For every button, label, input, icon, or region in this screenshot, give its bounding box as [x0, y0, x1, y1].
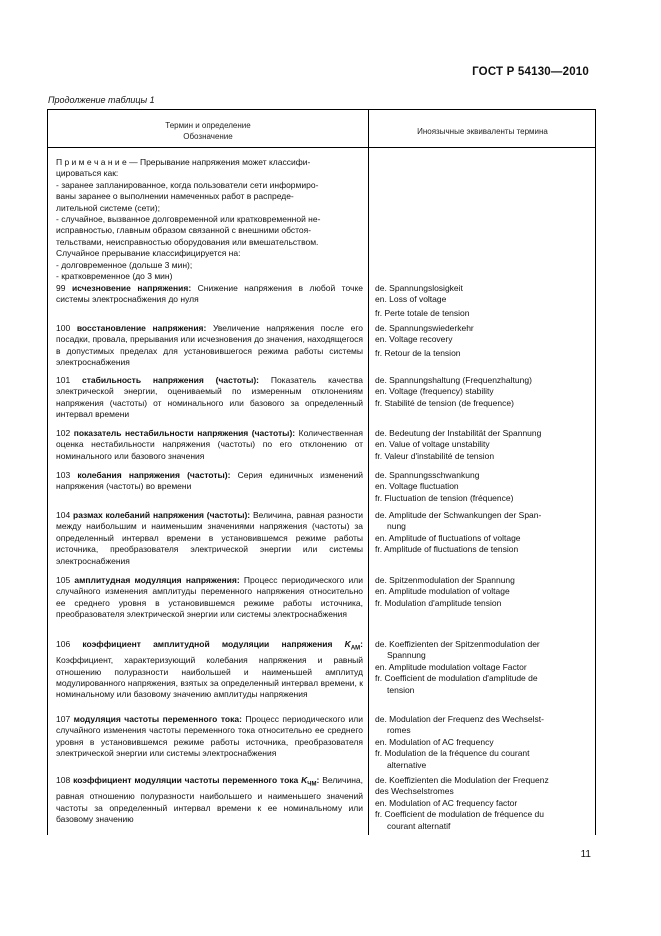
term-name: показатель нестабильности напряжения (частоты): [73, 428, 296, 438]
equivalents-102 [375, 428, 590, 462]
equivalent-line: fr. Modulation d'amplitude tension [375, 597, 502, 608]
note-line: - долговременное (дольше 3 мин); [56, 259, 193, 270]
term-name: амплитудная модуляция напряжения: [74, 575, 240, 585]
term-number: 104 [56, 510, 71, 520]
term-number: 102 [56, 428, 71, 438]
header-separator [48, 147, 595, 148]
note-line: - кратковременное (до 3 мин) [56, 271, 173, 282]
equivalent-line: fr. Modulation de la fréquence du courant [375, 748, 530, 759]
term-name: коэффициент модуляции частоты переменного тока [73, 775, 299, 785]
col1-header [48, 120, 368, 142]
term-number: 106 [56, 639, 71, 649]
term-entry-102 [56, 428, 363, 462]
equivalents-108 [375, 775, 590, 832]
term-name: восстановление напряжения: [76, 323, 207, 333]
term-symbol-subscript: ЧМ [307, 781, 317, 788]
term-entry-104 [56, 510, 363, 567]
term-definition: Увеличение напряжения после его посадки, провала, прерывания или исчезновения до значения, находящегося в допустимых пределах для установившегося режима работы системы электроснабжения [56, 323, 363, 368]
equivalent-line: de. Spannungshaltung (Frequenzhaltung) [375, 375, 532, 385]
equivalent-line: en. Modulation of AC frequency [375, 736, 494, 747]
equivalent-line: en. Amplitude modulation of voltage [375, 586, 510, 597]
term-name: колебания напряжения (частоты): [77, 470, 231, 480]
term-number: 107 [56, 714, 71, 724]
equivalent-line: Spannung [387, 650, 426, 661]
equivalent-line: fr. Fluctuation de tension (fréquence) [375, 492, 514, 503]
equivalents-99 [375, 283, 590, 319]
col1-header-line2: Обозначение [183, 132, 233, 141]
equivalent-line: de. Modulation der Frequenz des Wechselst- [375, 714, 544, 724]
equivalent-line: de. Amplitude der Schwankungen der Span- [375, 510, 542, 520]
term-entry-105 [56, 575, 363, 621]
equivalent-line: en. Modulation of AC frequency factor [375, 797, 518, 808]
standard-number: ГОСТ Р 54130—2010 [472, 66, 589, 78]
page-number: 11 [580, 849, 591, 860]
term-name: стабильность напряжения (частоты): [82, 375, 260, 385]
col1-header-line1: Термин и определение [165, 121, 251, 130]
equivalents-105 [375, 575, 590, 609]
term-symbol: K [301, 775, 308, 785]
note-line: тельствами, неисправностью оборудования или вмешательством. [56, 236, 319, 247]
term-definition: Процесс периодического или случайного изменения частоты переменного тока относительно ее среднего уровня в установившемся режиме работы источника, преобразователя электрической энергии или системы электроснабжения [56, 714, 363, 759]
equivalents-106 [375, 639, 590, 696]
note-line: цироваться как: [56, 168, 119, 179]
note-line: ваны заранее о выполнении намеченных работ в распреде- [56, 191, 294, 202]
term-definition: Коэффициент, характеризующий колебания напряжения и равный отношению полуразности наибольшей и наименьшей амплитуд модулированного напряжения, взятых за определенный интервал времени, к номинальному или базовому значению амплитуды напряжения [56, 655, 363, 700]
equivalent-line: en. Voltage (frequency) stability [375, 386, 494, 397]
equivalent-line: de. Koeffizienten die Modulation der Frequenz [375, 775, 549, 785]
equivalents-101 [375, 375, 590, 409]
note-line: Случайное прерывание классифицируется на: [56, 248, 241, 259]
equivalent-line: en. Loss of voltage [375, 294, 447, 305]
equivalents-100 [375, 323, 590, 359]
equivalent-line: nung [387, 521, 406, 532]
equivalent-line: courant alternatif [387, 820, 451, 831]
equivalent-line: en. Voltage recovery [375, 334, 453, 345]
equivalents-104 [375, 510, 590, 556]
term-definition: Показатель качества электрической энергии, оцениваемый по измеренным отклонениям напряжения (частоты) от номинального или базового за определенный интервал времени [56, 375, 363, 420]
term-definition: Величина, равная разности между наибольшим и наименьшим значениями напряжения (частоты) за определенный интервал времени в установившемся режиме работы источника, преобразователя электрической энергии или системы электроснабжения [56, 510, 363, 566]
term-entry-99 [56, 283, 363, 306]
note-line: - заранее запланированное, когда пользователи сети информиро- [56, 179, 319, 190]
term-number: 101 [56, 375, 71, 385]
equivalent-line: romes [387, 725, 411, 736]
term-number: 108 [56, 775, 71, 785]
term-definition: Снижение напряжения в любой точке системы электроснабжения до нуля [56, 283, 363, 305]
equivalents-107 [375, 714, 590, 771]
equivalent-line: en. Voltage fluctuation [375, 481, 459, 492]
equivalent-line: fr. Perte totale de tension [375, 307, 470, 318]
term-symbol: K [344, 639, 351, 649]
note-block [56, 157, 363, 282]
term-name: исчезновение напряжения: [71, 283, 192, 293]
note-line: лительной системе (сети); [56, 202, 160, 213]
column-divider [368, 110, 369, 835]
term-definition: Количественная оценка нестабильности напряжения (частоты) по его отклонению от номинального или базового значения [56, 428, 363, 461]
term-number: 100 [56, 323, 71, 333]
col2-header: Иноязычные эквиваленты термина [417, 127, 548, 136]
equivalent-line: de. Spannungswiederkehr [375, 323, 474, 333]
equivalent-line: fr. Coefficient de modulation d'amplitude de [375, 673, 538, 684]
equivalent-line: de. Koeffizienten der Spitzenmodulation der [375, 639, 540, 649]
equivalent-line: fr. Stabilité de tension (de frequence) [375, 397, 514, 408]
equivalent-line: fr. Retour de la tension [375, 347, 461, 358]
term-entry-108: 108 коэффициент модуляции частоты переменного тока $K_{ЧМ}$: Величина, равная отношению полуразности наибольшего и наименьшего значений частоты за определенный интервал времени к ее номинальному или базовому значению [56, 775, 363, 824]
term-name: размах колебаний напряжения (частоты): [73, 510, 251, 520]
equivalent-line: de. Spitzenmodulation der Spannung [375, 575, 515, 585]
term-entry-106: 106 коэффициент амплитудной модуляции напряжения $K_{AM}$: Коэффициент, характеризующий колебания напряжения и равный отношению полуразности наибольшей и наименьшей амплитуд модулированного напряжения, взятых за определенный интервал времени, к номинальному или базовому значению амплитуды напряжения [56, 639, 363, 700]
term-symbol-subscript: AM [350, 645, 361, 652]
equivalent-line: de. Bedeutung der Instabilität der Spannung [375, 428, 542, 438]
term-name: модуляция частоты переменного тока: [73, 714, 242, 724]
table-caption: Продолжение таблицы 1 [48, 95, 155, 105]
equivalent-line: des Wechselstromes [375, 786, 454, 797]
term-entry-103 [56, 470, 363, 493]
term-definition: Серия единичных изменений напряжения (частоты) во времени [56, 470, 363, 492]
equivalent-line: fr. Valeur d'instabilité de tension [375, 450, 495, 461]
equivalent-line: en. Amplitude modulation voltage Factor [375, 661, 527, 672]
term-definition: Процесс периодического или случайного изменения амплитуды переменного напряжения относительно ее среднего уровня в установившемся режиме работы источника, преобразователя электрической энергии или системы электроснабжения [56, 575, 363, 620]
equivalent-line: en. Value of voltage unstability [375, 439, 490, 450]
equivalents-103 [375, 470, 590, 504]
equivalent-line: alternative [387, 759, 427, 770]
term-entry-100 [56, 323, 363, 369]
equivalent-line: de. Spannungsschwankung [375, 470, 480, 480]
term-number: 103 [56, 470, 71, 480]
equivalent-line: fr. Amplitude of fluctuations de tension [375, 544, 519, 555]
term-number: 105 [56, 575, 71, 585]
note-line: - случайное, вызванное долговременной или кратковременной не- [56, 214, 321, 225]
term-number: 99 [56, 283, 66, 293]
term-name: коэффициент амплитудной модуляции напряжения [82, 639, 333, 649]
equivalent-line: tension [387, 684, 415, 695]
term-definition: Величина, равная отношению полуразности наибольшего и наименьшего значений частоты за определенный интервал времени к ее номинальному или базовому значению [56, 775, 363, 824]
note-line: П р и м е ч а н и е — Прерывание напряжения может классифи- [56, 157, 311, 167]
equivalent-line: fr. Coefficient de modulation de fréquence du [375, 809, 545, 820]
equivalent-line: en. Amplitude of fluctuations of voltage [375, 532, 521, 543]
terms-table [47, 109, 596, 835]
term-entry-101 [56, 375, 363, 421]
term-entry-107 [56, 714, 363, 760]
equivalent-line: de. Spannungslosigkeit [375, 283, 463, 293]
note-line: исправностью, главным образом связанной с внешними обстоя- [56, 225, 312, 236]
